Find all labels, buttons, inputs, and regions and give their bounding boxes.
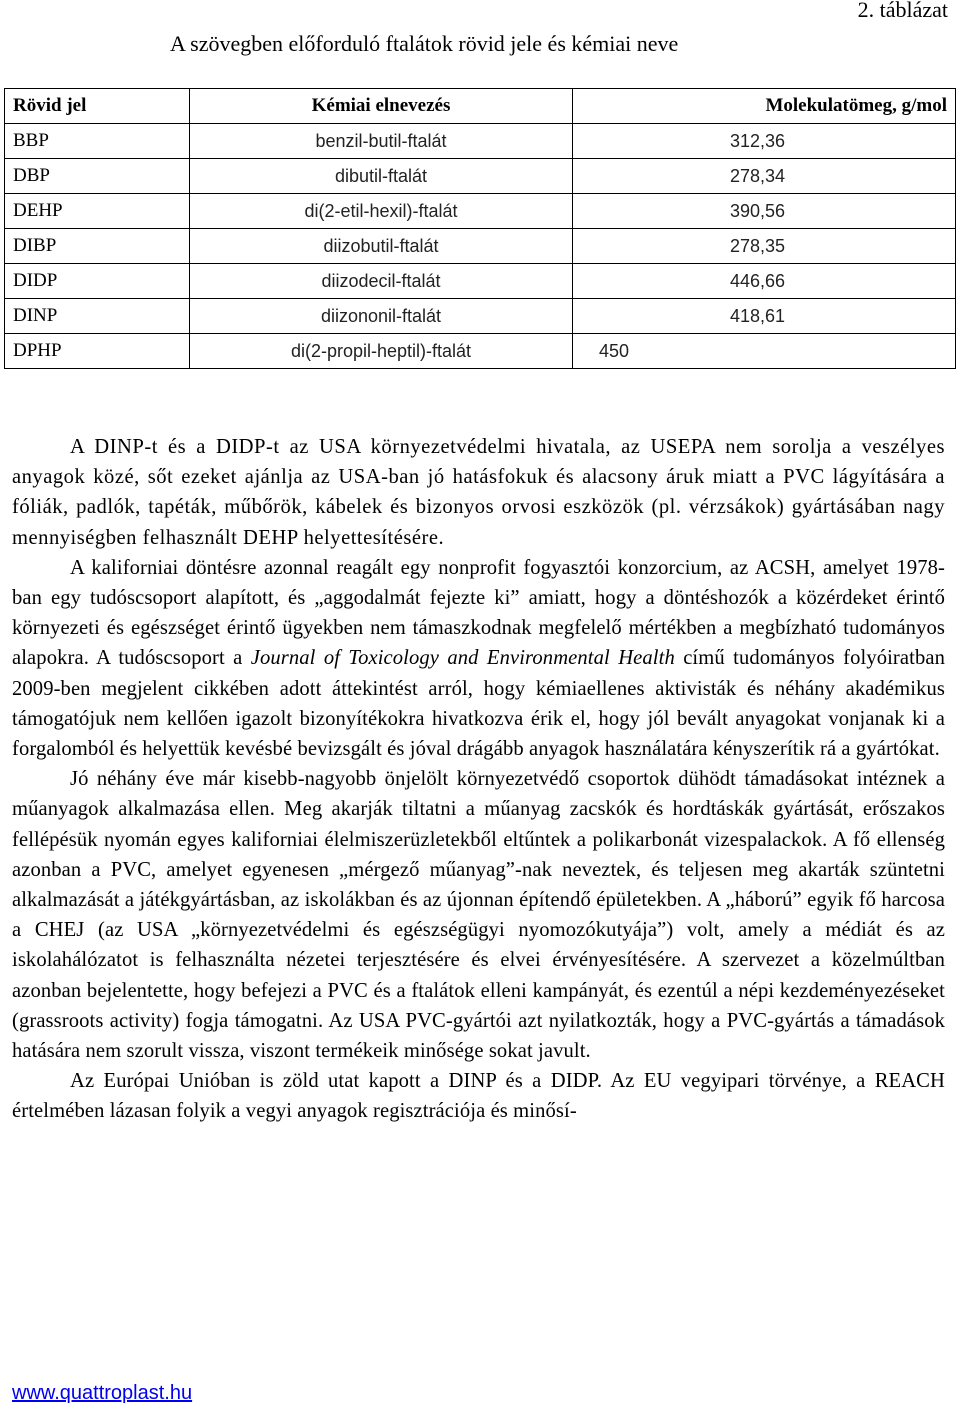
cell-molecular-weight: 390,56: [573, 194, 956, 229]
cell-molecular-weight: 278,34: [573, 159, 956, 194]
cell-chemical-name: diizodecil-ftalát: [190, 264, 573, 299]
cell-short-code: BBP: [5, 124, 190, 159]
paragraph-acsh-part2: című tudományos folyóiratban 2009-ben megjelent cikkében adott áttekintést arról, hogy kémiaellenes aktivisták és néhány akadémikus támogatójuk nem kellően igazolt bizonyítékokra hivatkozva érik el, hogy jól bevált anyagokat vonjanak ki a forgalomból és helyettük kevésbé bevizsgált és jóval drágább anyagok használatára kényszerítik rá a gyártókat.: [12, 647, 945, 761]
phthalate-table: [4, 88, 956, 369]
column-header-chemical-name: Kémiai elnevezés: [190, 89, 573, 124]
table-row: [5, 264, 956, 299]
cell-short-code: DEHP: [5, 194, 190, 229]
website-link[interactable]: www.quattroplast.hu: [12, 1382, 193, 1404]
table-caption: A szövegben előforduló ftalátok rövid jele és kémiai neve: [170, 31, 679, 56]
cell-molecular-weight: 418,61: [573, 299, 956, 334]
table-row: [5, 159, 956, 194]
table-header-row: [5, 89, 956, 124]
cell-short-code: DBP: [5, 159, 190, 194]
cell-molecular-weight: 450: [573, 334, 956, 369]
paragraph-usepa: A DINP-t és a DIDP-t az USA környezetvédelmi hivatala, az USEPA nem sorolja a veszélyes anyagok közé, sőt ezeket ajánlja az USA-ban jó hatásfokuk és alacsony áruk miatt a PVC lágyítására a fóliák, padlók, tapéták, műbőrök, kábelek és bizonyos orvosi eszközök (pl. vérzsákok) gyártásában nagy mennyiségben felhasznált DEHP helyettesítésére.: [12, 436, 945, 549]
cell-short-code: DPHP: [5, 334, 190, 369]
table-row: [5, 334, 956, 369]
table-row: [5, 299, 956, 334]
column-header-short-code: Rövid jel: [5, 89, 190, 124]
table-label: 2. táblázat: [857, 0, 948, 22]
paragraph-acsh-part1: A kaliforniai döntésre azonnal reagált egy nonprofit fogyasztói konzorcium, az ACSH, amelyet 1978-ban egy tudóscsoport alapított, és „aggodalmát fejezte ki” amiatt, hogy a döntéshozók a közérdeket érintő környezeti és egészséget érintő ügyekben nem támaszkodnak megfelelő mértékben a megbízható tudományos alapokra. A tudóscsoport a: [12, 556, 945, 670]
column-header-molecular-weight: Molekulatömeg, g/mol: [573, 89, 956, 124]
cell-molecular-weight: 446,66: [573, 264, 956, 299]
table-row: [5, 194, 956, 229]
paragraph-environmental-groups: Jó néhány éve már kisebb-nagyobb önjelölt környezetvédő csoportok dühödt támadásokat intéznek a műanyagok alkalmazása ellen. Meg akarják tiltatni a műanyag zacskók és hordtáskák gyártását, erőszakos fellépésük nyomán egyes kaliforniai élelmiszerüzletekből eltűntek a polikarbonát vizespalackok. A fő ellenség azonban a PVC, amelyet egyenesen „mérgező műanyag”-nak neveztek, és teljesen meg akarták szüntetni alkalmazását a játékgyártásban, az iskolákban és az újonnan építendő épületekben. A „háború” egyik fő harcosa a CHEJ (az USA „környezetvédelmi és egészségügyi nyomozókutyája”) volt, amely a médiát és az iskolahálózatot is felhasználta nézetei terjesztésére és elvei érvényesítésére. A szervezet a közelmúltban azonban bejelentette, hogy befejezi a PVC és a ftalátok elleni kampányát, és ezentúl a népi kezdeményezéseket (grassroots activity) fogja támogatni. Az USA PVC-gyártói azt nyilatkozták, hogy a PVC-gyártás a támadások hatására nem szorult vissza, viszont termékeik minősége sokat javult.: [12, 768, 945, 1063]
cell-chemical-name: diizononil-ftalát: [190, 299, 573, 334]
cell-chemical-name: di(2-propil-heptil)-ftalát: [190, 334, 573, 369]
cell-short-code: DIBP: [5, 229, 190, 264]
cell-short-code: DIDP: [5, 264, 190, 299]
article-body: [12, 432, 945, 1127]
cell-molecular-weight: 312,36: [573, 124, 956, 159]
table-row: [5, 229, 956, 264]
paragraph-acsh: [12, 553, 945, 764]
cell-chemical-name: di(2-etil-hexil)-ftalát: [190, 194, 573, 229]
cell-short-code: DINP: [5, 299, 190, 334]
cell-chemical-name: benzil-butil-ftalát: [190, 124, 573, 159]
cell-molecular-weight: 278,35: [573, 229, 956, 264]
cell-chemical-name: diizobutil-ftalát: [190, 229, 573, 264]
journal-title: Journal of Toxicology and Environmental Health: [250, 647, 675, 670]
table-row: [5, 124, 956, 159]
cell-chemical-name: dibutil-ftalát: [190, 159, 573, 194]
paragraph-eu: Az Európai Unióban is zöld utat kapott a DINP és a DIDP. Az EU vegyipari törvénye, a REACH értelmében lázasan folyik a vegyi anyagok regisztrációja és minősí-: [12, 1070, 945, 1123]
